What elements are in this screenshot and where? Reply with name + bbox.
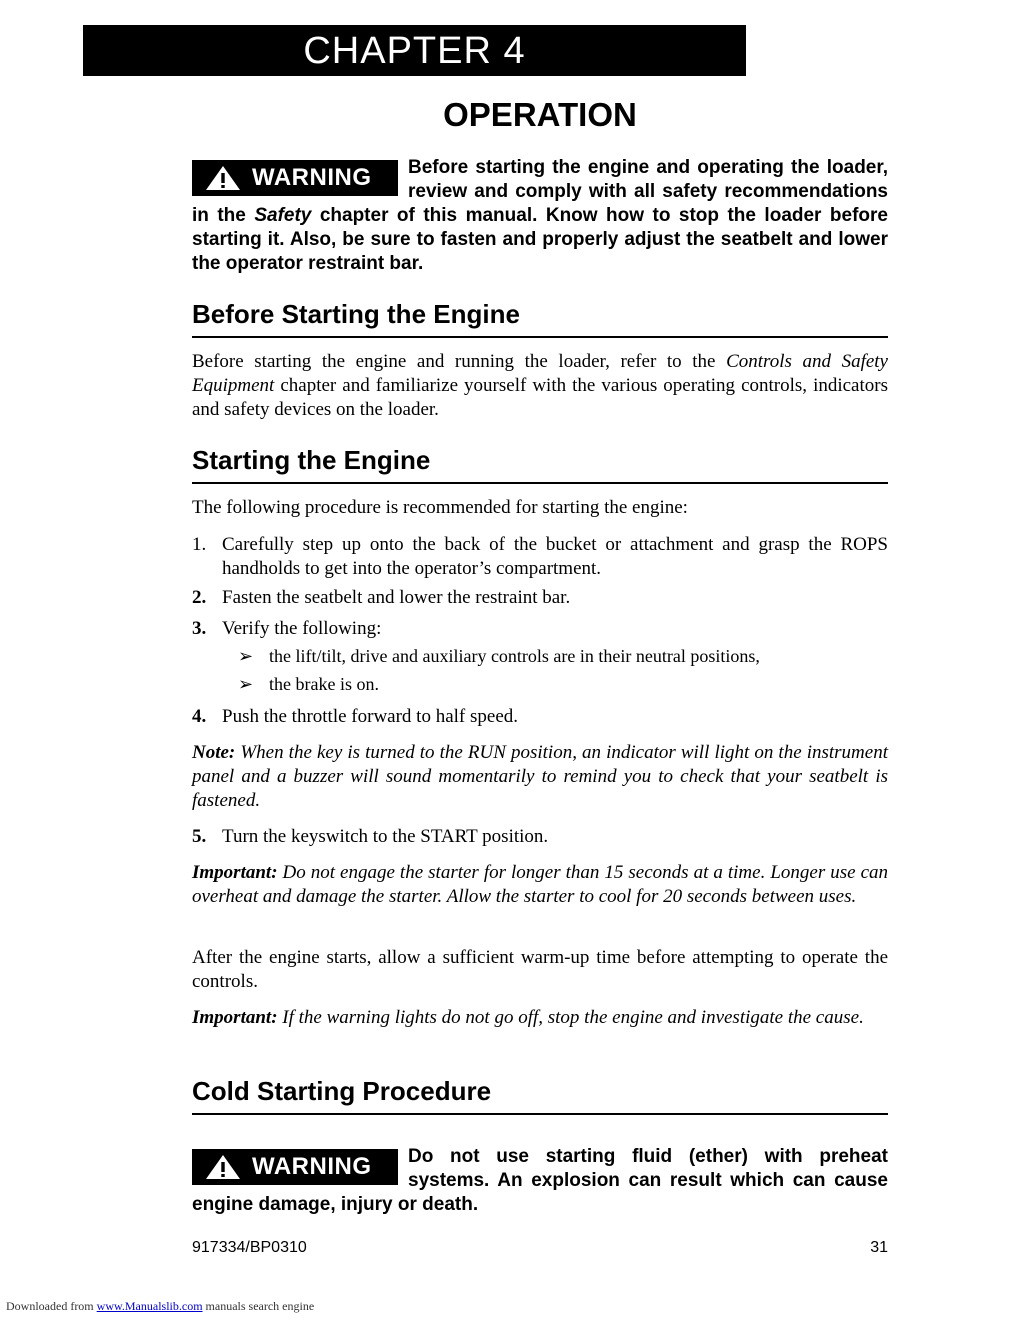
section-paragraph	[192, 350, 888, 422]
step-text: Verify the following:	[222, 618, 382, 639]
step-text: Fasten the seatbelt and lower the restraint bar.	[222, 587, 571, 608]
important-paragraph	[192, 861, 888, 909]
note-text: When the key is turned to the RUN position, an indicator will light on the instrument panel and a buzzer will sound momentarily to remind you to check that your seatbelt is fastened.	[192, 742, 888, 811]
note-paragraph	[192, 741, 888, 813]
section-heading-starting-engine: Starting the Engine	[192, 444, 888, 484]
bullet-item: the lift/tilt, drive and auxiliary controls are in their neutral positions,	[269, 646, 760, 666]
important-label: Important:	[192, 862, 278, 883]
warning-triangle-icon	[205, 1154, 241, 1180]
step-text: Carefully step up onto the back of the bucket or attachment and grasp the ROPS handholds to get into the operator’s compartment.	[222, 534, 888, 579]
warning-text: Before starting the engine and operating the loader, review and comply with all safety recommendations in the	[192, 157, 888, 226]
important-label: Important:	[192, 1007, 278, 1028]
manualslib-link[interactable]: www.Manualslib.com	[96, 1299, 203, 1313]
section-heading-cold-starting: Cold Starting Procedure	[192, 1075, 888, 1115]
paragraph-text: Before starting the engine and running the loader, refer to the	[192, 351, 727, 372]
warning-text: Do not use starting fluid (ether) with preheat systems. An explosion can result which can cause engine damage, injury or death.	[192, 1146, 888, 1215]
step-text: Push the throttle forward to half speed.	[222, 706, 519, 727]
warning-badge	[192, 160, 398, 196]
section-heading-before-starting: Before Starting the Engine	[192, 298, 888, 338]
warning-label: WARNING	[252, 164, 372, 191]
important-text: If the warning lights do not go off, stop the engine and investigate the cause.	[277, 1007, 864, 1028]
step-number: 3.	[192, 618, 207, 639]
step-number: 5.	[192, 826, 207, 847]
download-source-line	[6, 1299, 314, 1313]
after-start-paragraph: After the engine starts, allow a sufficient warm-up time before attempting to operate the controls.	[192, 947, 888, 992]
step-text: Turn the keyswitch to the START position.	[222, 826, 549, 847]
arrow-bullet-icon: ➢	[238, 674, 254, 694]
warning-notice	[192, 1145, 888, 1217]
step-number: 1.	[192, 534, 207, 555]
download-prefix: Downloaded from	[6, 1299, 97, 1313]
chapter-title: CHAPTER 4	[303, 30, 526, 72]
warning-label: WARNING	[252, 1153, 372, 1180]
warning-notice	[192, 156, 888, 276]
chapter-banner	[83, 25, 746, 76]
important-text: Do not engage the starter for longer than 15 seconds at a time. Longer use can overheat and damage the starter. Allow the starter to cool for 20 seconds between uses.	[192, 862, 888, 907]
page-number: 31	[870, 1239, 888, 1256]
warning-triangle-icon	[205, 165, 241, 191]
bullet-item: the brake is on.	[269, 674, 379, 694]
procedure-intro: The following procedure is recommended for starting the engine:	[192, 497, 688, 518]
paragraph-italic: Controls and Safety Equipment	[192, 351, 888, 396]
page-title: OPERATION	[443, 96, 637, 133]
warning-text-continued: chapter of this manual. Know how to stop the loader before starting it. Also, be sure to fasten and properly adjust the seatbelt and lower the operator restraint bar.	[192, 205, 888, 274]
arrow-bullet-icon: ➢	[238, 646, 254, 666]
note-label: Note:	[192, 742, 236, 763]
important-paragraph	[192, 1006, 888, 1030]
step-number: 4.	[192, 706, 207, 727]
step-number: 2.	[192, 587, 207, 608]
warning-badge	[192, 1149, 398, 1185]
paragraph-text-continued: chapter and familiarize yourself with the various operating controls, indicators and safety devices on the loader.	[192, 375, 888, 420]
download-suffix: manuals search engine	[202, 1299, 315, 1313]
warning-text-italic: Safety	[254, 205, 312, 226]
document-number: 917334/BP0310	[192, 1239, 307, 1256]
